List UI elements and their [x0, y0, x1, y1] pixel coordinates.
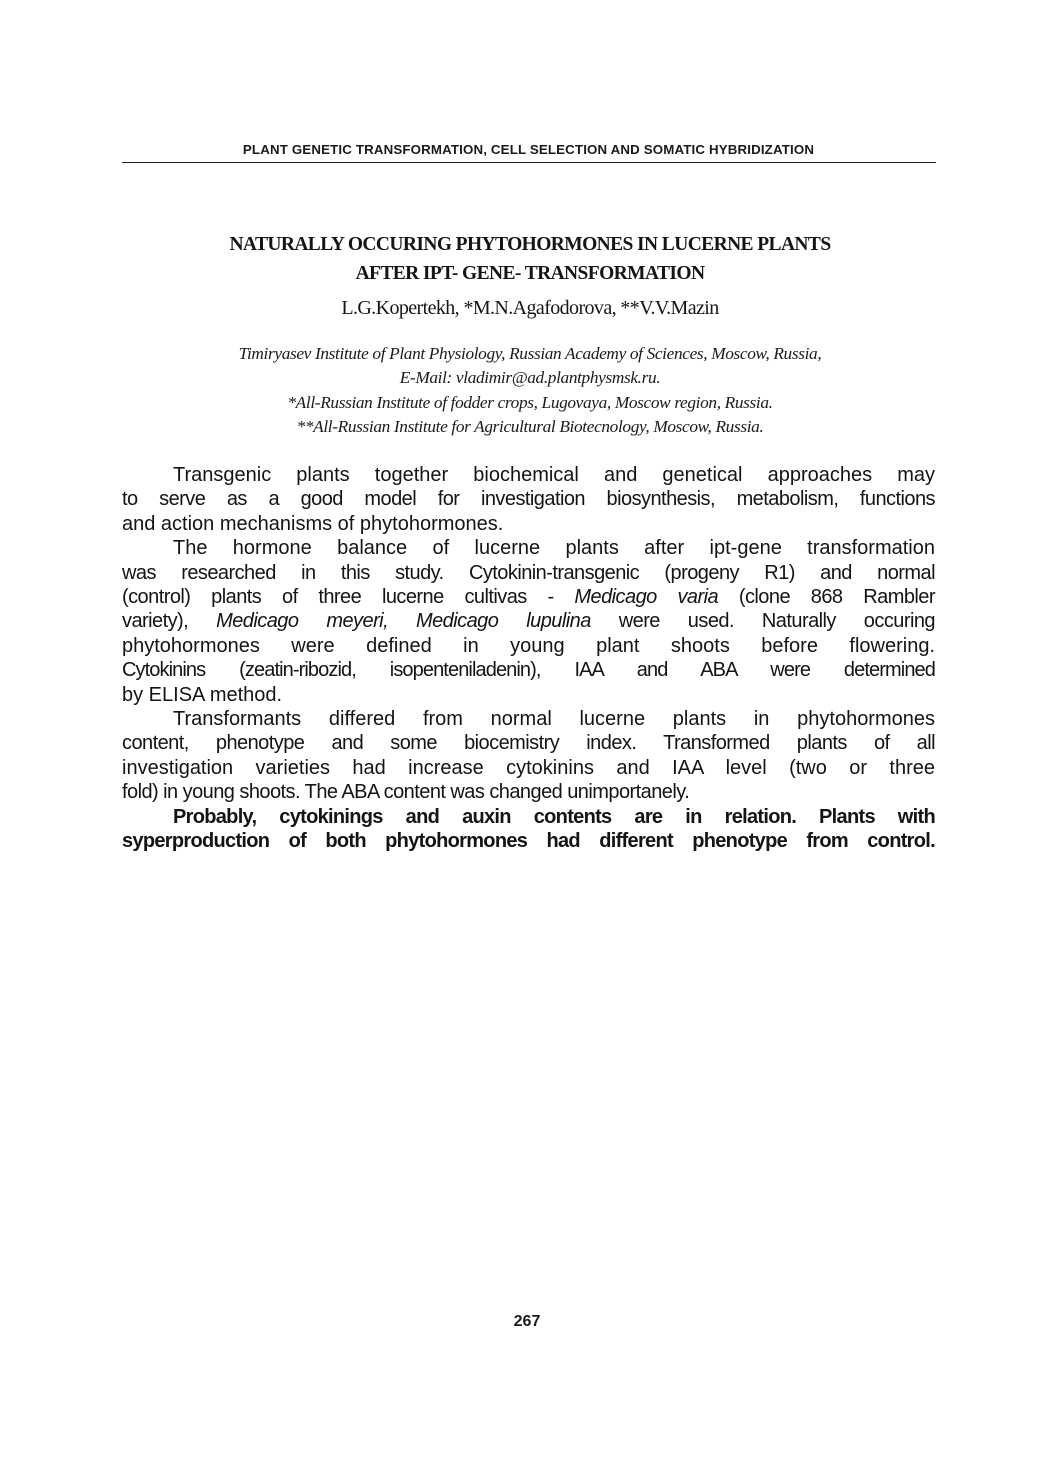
species-name: Medicago varia	[574, 586, 719, 609]
paragraph-line: by ELISA method.	[122, 683, 283, 706]
paragraph-line: phytohormones were defined in young plant shoots before flowering.	[122, 634, 935, 657]
paragraph-3	[122, 707, 935, 805]
affiliation-line-1: Timiryasev Institute of Plant Physiology, Russian Academy of Sciences, Moscow, Russia,	[238, 344, 822, 363]
paragraph-2	[122, 536, 935, 707]
header-rule	[122, 162, 936, 163]
paragraph-line: Cytokinins (zeatin-ribozid, isopenteniladenin), IAA and ABA were determined	[122, 659, 935, 682]
paragraph-line: Transformants differed from normal lucerne plants in phytohormones	[173, 708, 935, 731]
affiliation-line-4: **All-Russian Institute for Agricultural Biotecnology, Moscow, Russia.	[296, 416, 764, 436]
affiliation-line-3: *All-Russian Institute of fodder crops, Lugovaya, Moscow region, Russia.	[287, 392, 773, 412]
paragraph-line: was researched in this study. Cytokinin-transgenic (progeny R1) and normal	[122, 561, 935, 584]
paragraph-1	[122, 463, 935, 536]
authors: L.G.Kopertekh, *M.N.Agafodorova, **V.V.Mazin	[341, 297, 719, 319]
paragraph-line: Probably, cytokinings and auxin contents are in relation. Plants with	[173, 805, 935, 828]
paragraph-text: (clone 868 Rambler	[718, 586, 935, 609]
paragraph-line: fold) in young shoots. The ABA content was changed unimportanely.	[122, 781, 690, 804]
species-names: Medicago meyeri, Medicago lupulina	[216, 610, 591, 633]
affiliation-email: E-Mail: vladimir@ad.plantphysmsk.ru.	[399, 368, 661, 388]
paragraph-text: (control) plants of three lucerne cultivas -	[122, 586, 575, 609]
paragraph-line: and action mechanisms of phytohormones.	[122, 512, 504, 535]
running-head: PLANT GENETIC TRANSFORMATION, CELL SELECTION AND SOMATIC HYBRIDIZATION	[242, 142, 815, 157]
abstract-body	[122, 463, 935, 854]
page-number: 267	[513, 1313, 541, 1330]
paragraph-line: to serve as a good model for investigation biosynthesis, metabolism, functions	[122, 488, 935, 511]
paragraph-line	[122, 609, 935, 633]
paragraph-line	[122, 585, 935, 609]
paragraph-line: The hormone balance of lucerne plants after ipt-gene transformation	[173, 537, 935, 560]
paragraph-text: variety),	[122, 610, 217, 633]
paragraph-line: syperproduction of both phytohormones had different phenotype from control.	[122, 830, 935, 853]
title-line-1: NATURALLY OCCURING PHYTOHORMONES IN LUCERNE PLANTS	[229, 234, 831, 255]
paragraph-text: were used. Naturally occuring	[590, 610, 935, 633]
paragraph-line: content, phenotype and some biocemistry index. Transformed plants of all	[122, 732, 935, 755]
affiliations	[80, 342, 980, 439]
title-line-2: AFTER IPT- GENE- TRANSFORMATION	[355, 263, 705, 284]
paragraph-line: Transgenic plants together biochemical and genetical approaches may	[173, 464, 935, 486]
paragraph-4	[122, 805, 935, 854]
paragraph-line: investigation varieties had increase cytokinins and IAA level (two or three	[122, 756, 935, 779]
paper-title	[100, 230, 960, 288]
